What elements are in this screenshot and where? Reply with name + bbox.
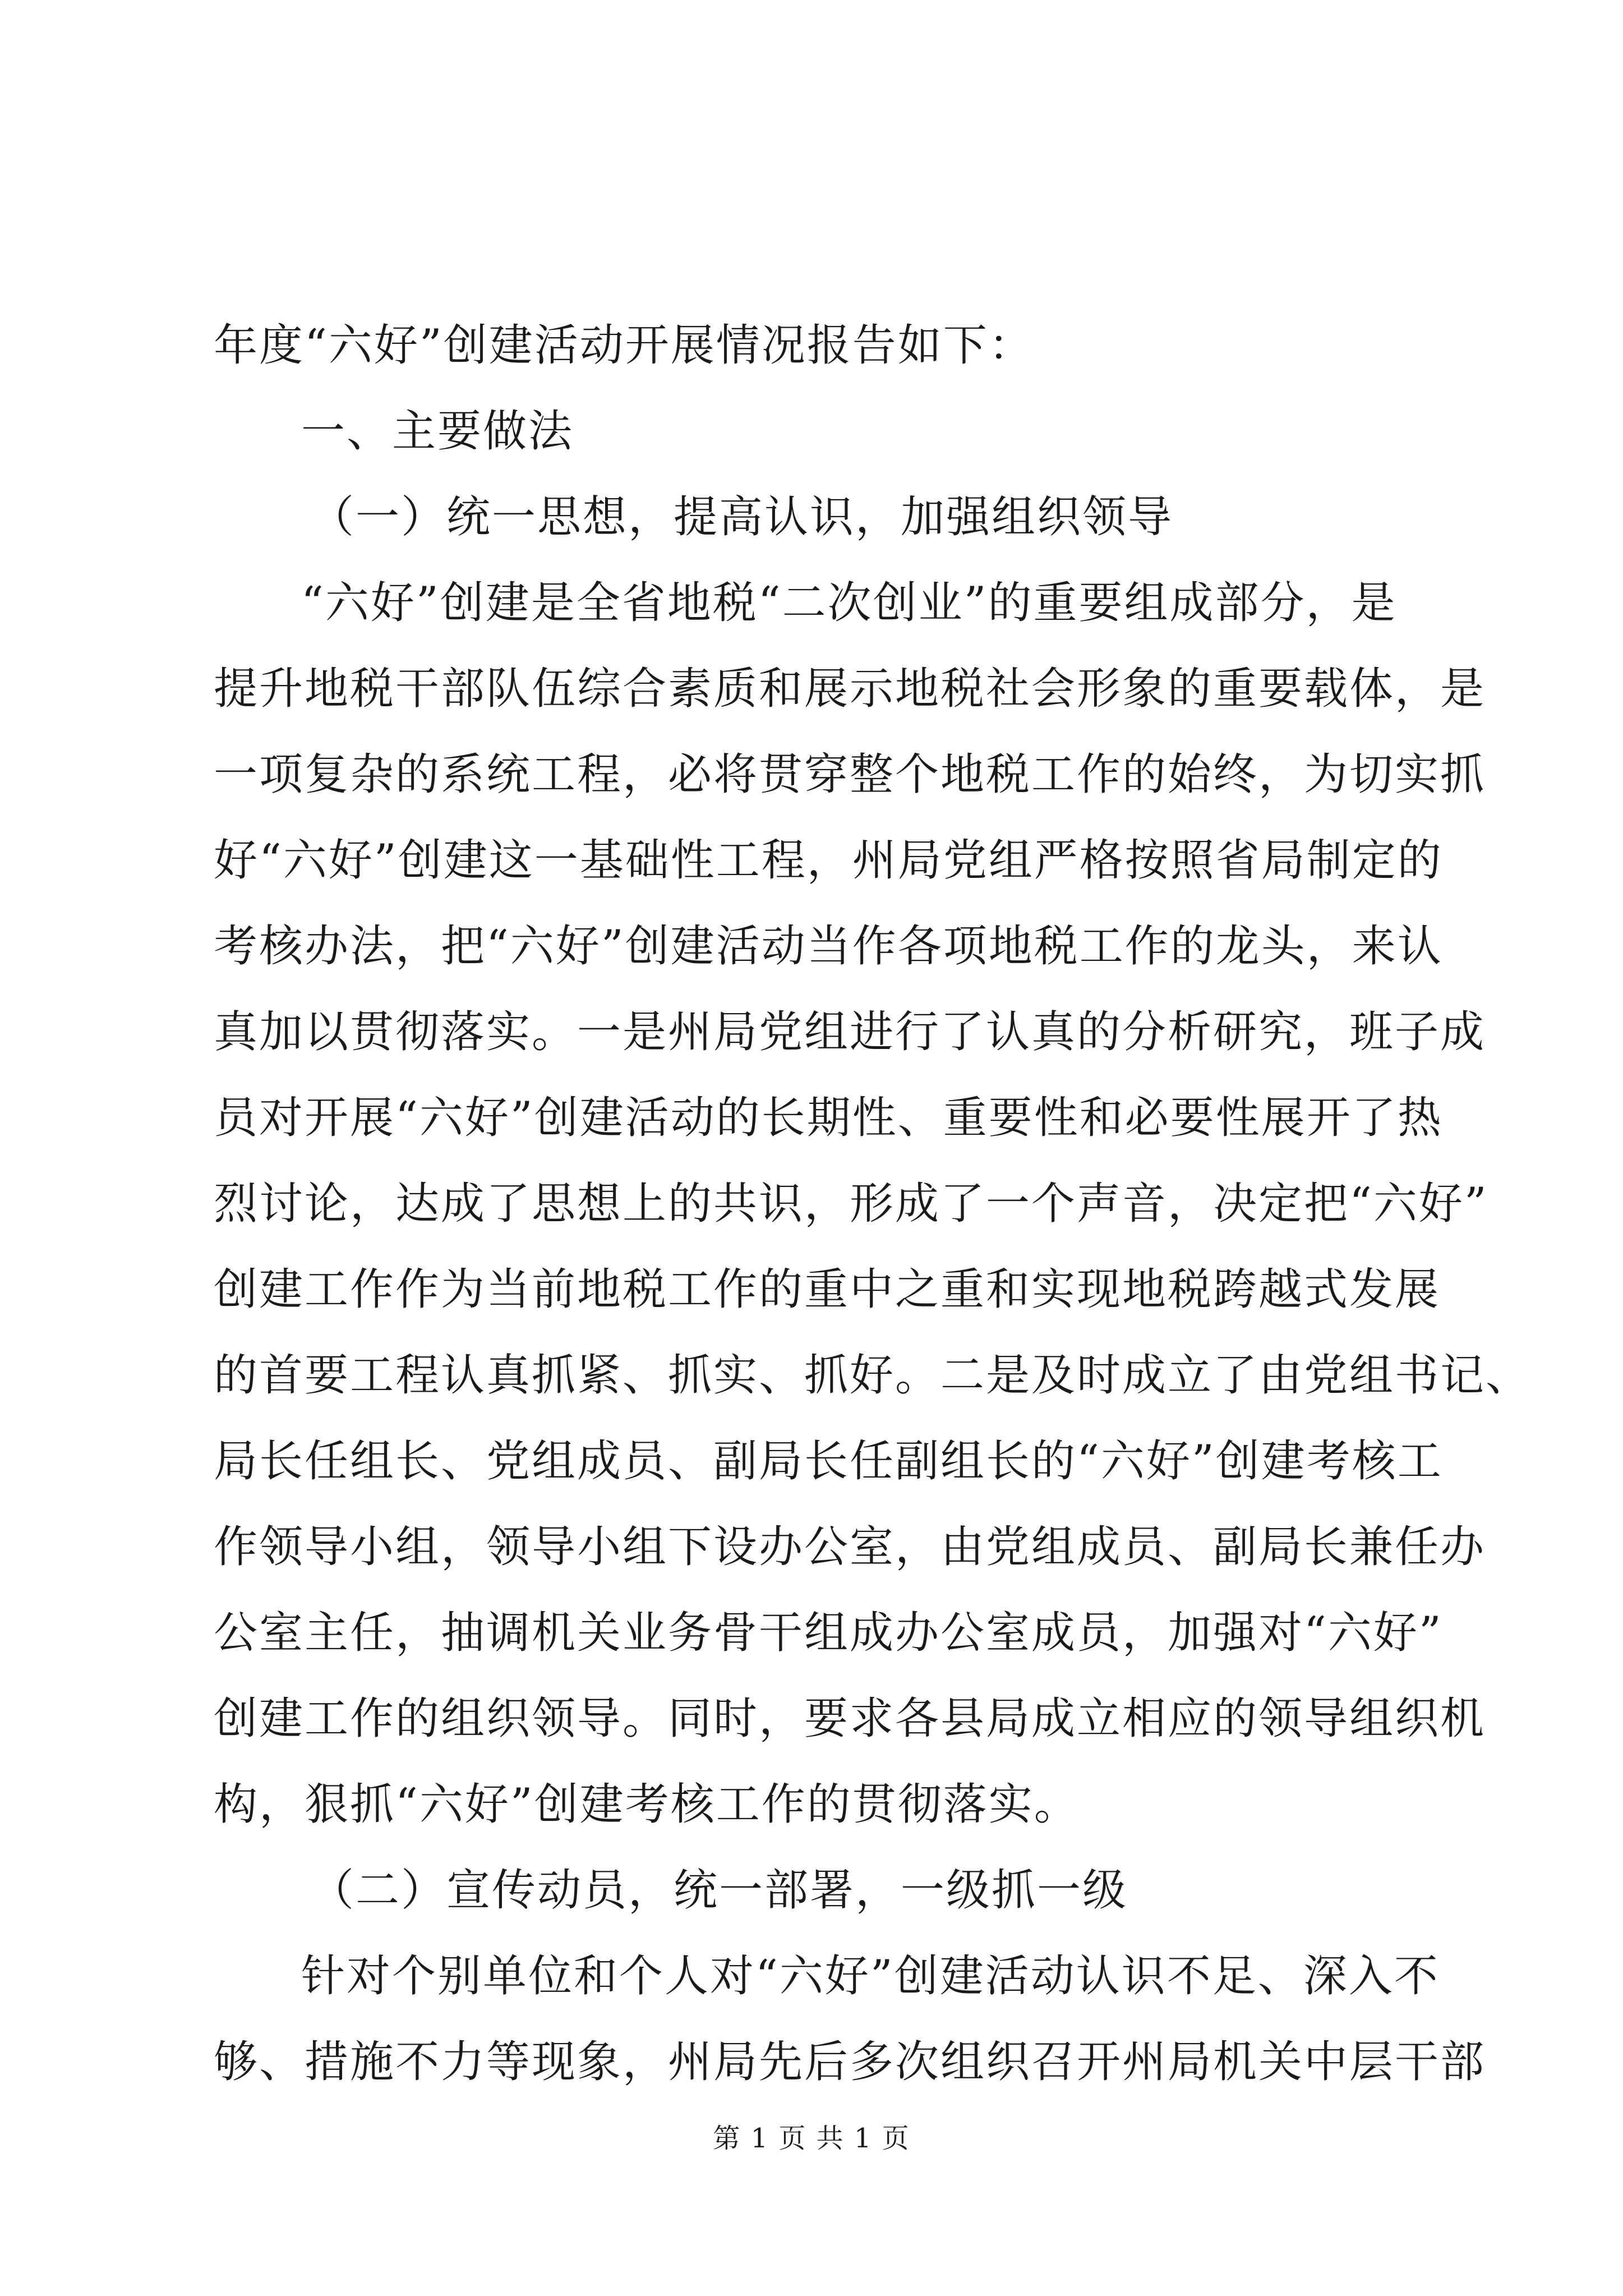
paragraph-first-line: 针对个别单位和个人对“六好”创建活动认识不足、深入不 [301,1951,1440,2001]
subsection-heading: （二）宣传动员，统一部署，一级抓一级 [310,1865,1128,1916]
text-line: 作领导小组，领导小组下设办公室，由党组成员、副局长兼任办 [214,1522,1486,1572]
page-number: 第 1 页 共 1 页 [713,2123,910,2154]
paragraph-first-line: “六好”创建是全省地税“二次创业”的重要组成部分，是 [301,578,1397,628]
text-line: 烈讨论，达成了思想上的共识，形成了一个声音，决定把“六好” [214,1179,1488,1229]
text-line: 局长任组长、党组成员、副局长任副组长的“六好”创建考核工 [214,1436,1443,1487]
text-line: 好“六好”创建这一基础性工程，州局党组严格按照省局制定的 [214,835,1443,886]
text-line: 年度“六好”创建活动开展情况报告如下： [214,320,1034,371]
text-line: 提升地税干部队伍综合素质和展示地税社会形象的重要载体，是 [214,664,1486,714]
document-body [214,303,1532,2105]
text-line: 一项复杂的系统工程，必将贯穿整个地税工作的始终，为切实抓 [214,749,1486,800]
section-heading: 一、主要做法 [301,406,574,457]
text-line: 真加以贯彻落实。一是州局党组进行了认真的分析研究，班子成 [214,1007,1486,1057]
subsection-heading: （一）统一思想，提高认识，加强组织领导 [310,492,1174,542]
text-line: 公室主任，抽调机关业务骨干组成办公室成员，加强对“六好” [214,1608,1443,1658]
text-line: 创建工作的组织领导。同时，要求各县局成立相应的领导组织机 [214,1694,1486,1744]
text-line: 员对开展“六好”创建活动的长期性、重要性和必要性展开了热 [214,1093,1443,1143]
text-line: 够、措施不力等现象，州局先后多次组织召开州局机关中层干部 [214,2037,1486,2087]
text-line: 考核办法，把“六好”创建活动当作各项地税工作的龙头，来认 [214,921,1443,972]
page-footer [0,2122,1623,2155]
text-line: 创建工作作为当前地税工作的重中之重和实现地税跨越式发展 [214,1264,1441,1315]
text-line: 构，狠抓“六好”创建考核工作的贯彻落实。 [214,1779,1080,1830]
text-line: 的首要工程认真抓紧、抓实、抓好。二是及时成立了由党组书记、 [214,1350,1532,1401]
